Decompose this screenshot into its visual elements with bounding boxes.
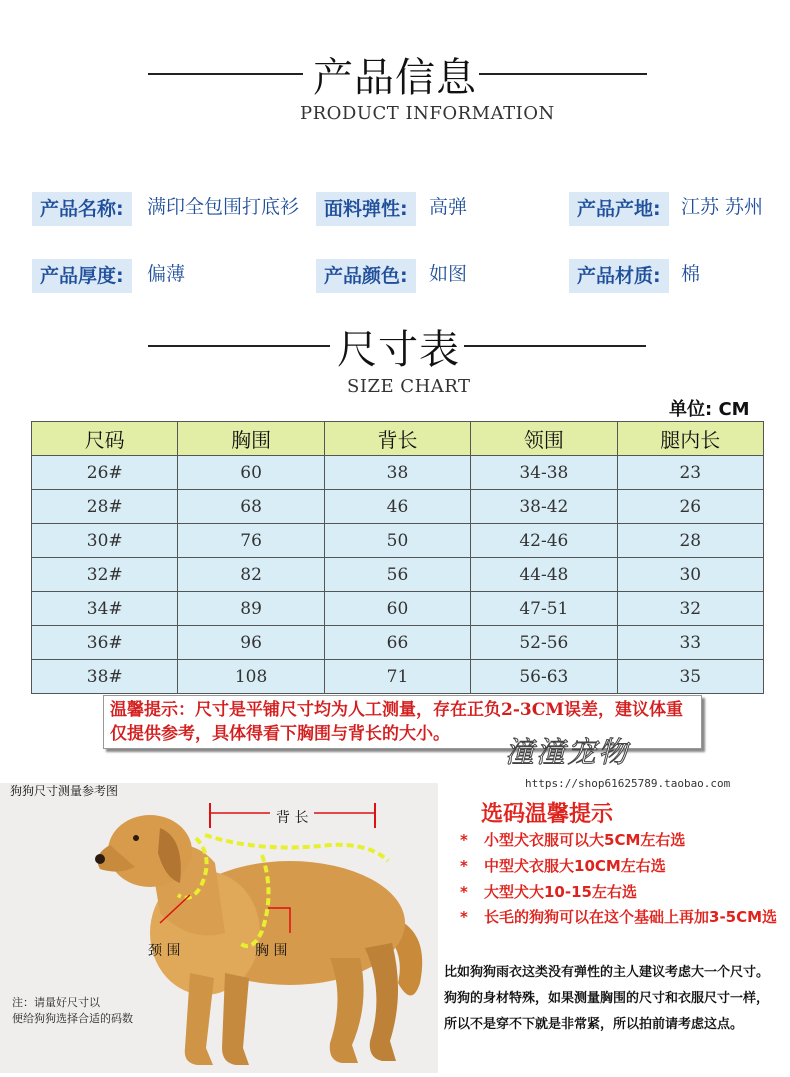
- divider-right: [479, 73, 647, 75]
- table-row: [32, 558, 764, 592]
- table-row: [32, 626, 764, 660]
- selection-tip: * 小型犬衣服可以大5CM左右选: [460, 831, 686, 849]
- table-row: [32, 592, 764, 626]
- table-row: [32, 456, 764, 490]
- info-label-color: 产品颜色:: [316, 259, 416, 293]
- cell: 23: [617, 456, 763, 490]
- header-neck: 领围: [471, 422, 617, 456]
- brand-watermark: 潼潼宠物: [505, 735, 630, 769]
- unit-label: 单位: CM: [669, 399, 750, 420]
- size-chart-title: 尺寸表: [337, 327, 460, 373]
- selection-tips-title: 选码温馨提示: [481, 802, 614, 827]
- cell: 42-46: [471, 524, 617, 558]
- cell: 56-63: [471, 660, 617, 694]
- cell: 60: [178, 456, 324, 490]
- cell: 52-56: [471, 626, 617, 660]
- info-value-color: 如图: [429, 263, 468, 285]
- cell: 32#: [32, 558, 178, 592]
- cell: 47-51: [471, 592, 617, 626]
- cell: 30#: [32, 524, 178, 558]
- cell: 38: [324, 456, 470, 490]
- info-label-name: 产品名称:: [32, 192, 132, 226]
- cell: 30: [617, 558, 763, 592]
- size-table: [31, 421, 764, 694]
- selection-tip: * 大型犬大10-15左右选: [460, 883, 637, 901]
- cell: 34-38: [471, 456, 617, 490]
- size-chart-subtitle: SIZE CHART: [347, 376, 471, 397]
- dog-measure-image: [0, 783, 438, 1073]
- info-value-origin: 江苏 苏州: [681, 196, 764, 218]
- neck-label: 颈 围: [148, 943, 181, 959]
- cell: 56: [324, 558, 470, 592]
- cell: 96: [178, 626, 324, 660]
- info-value-material: 棉: [681, 263, 701, 285]
- bottom-note: 所以不是穿不下就是非常紧，所以拍前请考虑这点。: [444, 1017, 744, 1032]
- cell: 71: [324, 660, 470, 694]
- cell: 44-48: [471, 558, 617, 592]
- cell: 36#: [32, 626, 178, 660]
- cell: 66: [324, 626, 470, 660]
- product-info-title: 产品信息: [313, 55, 477, 101]
- divider-left: [148, 345, 330, 347]
- cell: 26#: [32, 456, 178, 490]
- info-label-origin: 产品产地:: [569, 192, 669, 226]
- table-row: [32, 490, 764, 524]
- cell: 26: [617, 490, 763, 524]
- cell: 50: [324, 524, 470, 558]
- table-row: [32, 660, 764, 694]
- header-chest: 胸围: [178, 422, 324, 456]
- product-info-subtitle: PRODUCT INFORMATION: [300, 103, 555, 124]
- bottom-note: 比如狗狗雨衣这类没有弹性的主人建议考虑大一个尺寸。: [444, 965, 770, 980]
- cell: 33: [617, 626, 763, 660]
- info-value-elasticity: 高弹: [429, 196, 468, 218]
- info-value-name: 满印全包围打底衫: [147, 196, 300, 218]
- bottom-note: 狗狗的身材特殊，如果测量胸围的尺寸和衣服尺寸一样，: [444, 991, 770, 1006]
- info-label-thickness: 产品厚度:: [32, 259, 132, 293]
- selection-tip: * 长毛的狗狗可以在这个基础上再加3-5CM选: [460, 908, 778, 926]
- table-header-row: [32, 422, 764, 456]
- dog-illustration: [0, 783, 438, 1073]
- divider-right: [464, 345, 646, 347]
- cell: 108: [178, 660, 324, 694]
- table-row: [32, 524, 764, 558]
- back-length-label: 背 长: [270, 807, 314, 827]
- cell: 60: [324, 592, 470, 626]
- header-leg: 腿内长: [617, 422, 763, 456]
- dog-measure-caption: 狗狗尺寸测量参考图: [10, 784, 119, 798]
- cell: 46: [324, 490, 470, 524]
- cell: 76: [178, 524, 324, 558]
- cell: 28#: [32, 490, 178, 524]
- shop-url: https://shop61625789.taobao.com: [525, 777, 731, 790]
- header-back: 背长: [324, 422, 470, 456]
- cell: 32: [617, 592, 763, 626]
- header-size: 尺码: [32, 422, 178, 456]
- cell: 89: [178, 592, 324, 626]
- info-label-material: 产品材质:: [569, 259, 669, 293]
- cell: 35: [617, 660, 763, 694]
- measure-note: 注：请量好尺寸以 便给狗狗选择合适的码数: [12, 996, 133, 1025]
- cell: 28: [617, 524, 763, 558]
- cell: 38-42: [471, 490, 617, 524]
- cell: 68: [178, 490, 324, 524]
- cell: 82: [178, 558, 324, 592]
- cell: 38#: [32, 660, 178, 694]
- info-value-thickness: 偏薄: [147, 263, 186, 285]
- cell: 34#: [32, 592, 178, 626]
- tips-text: 温馨提示：尺寸是平铺尺寸均为人工测量，存在正负2-3CM误差，建议体重仅提供参考，具体得看下胸围与背长的大小。: [110, 700, 684, 744]
- selection-tip: * 中型犬衣服大10CM左右选: [460, 857, 666, 875]
- divider-left: [148, 73, 303, 75]
- chest-label: 胸 围: [255, 943, 288, 959]
- info-label-elasticity: 面料弹性:: [316, 192, 416, 226]
